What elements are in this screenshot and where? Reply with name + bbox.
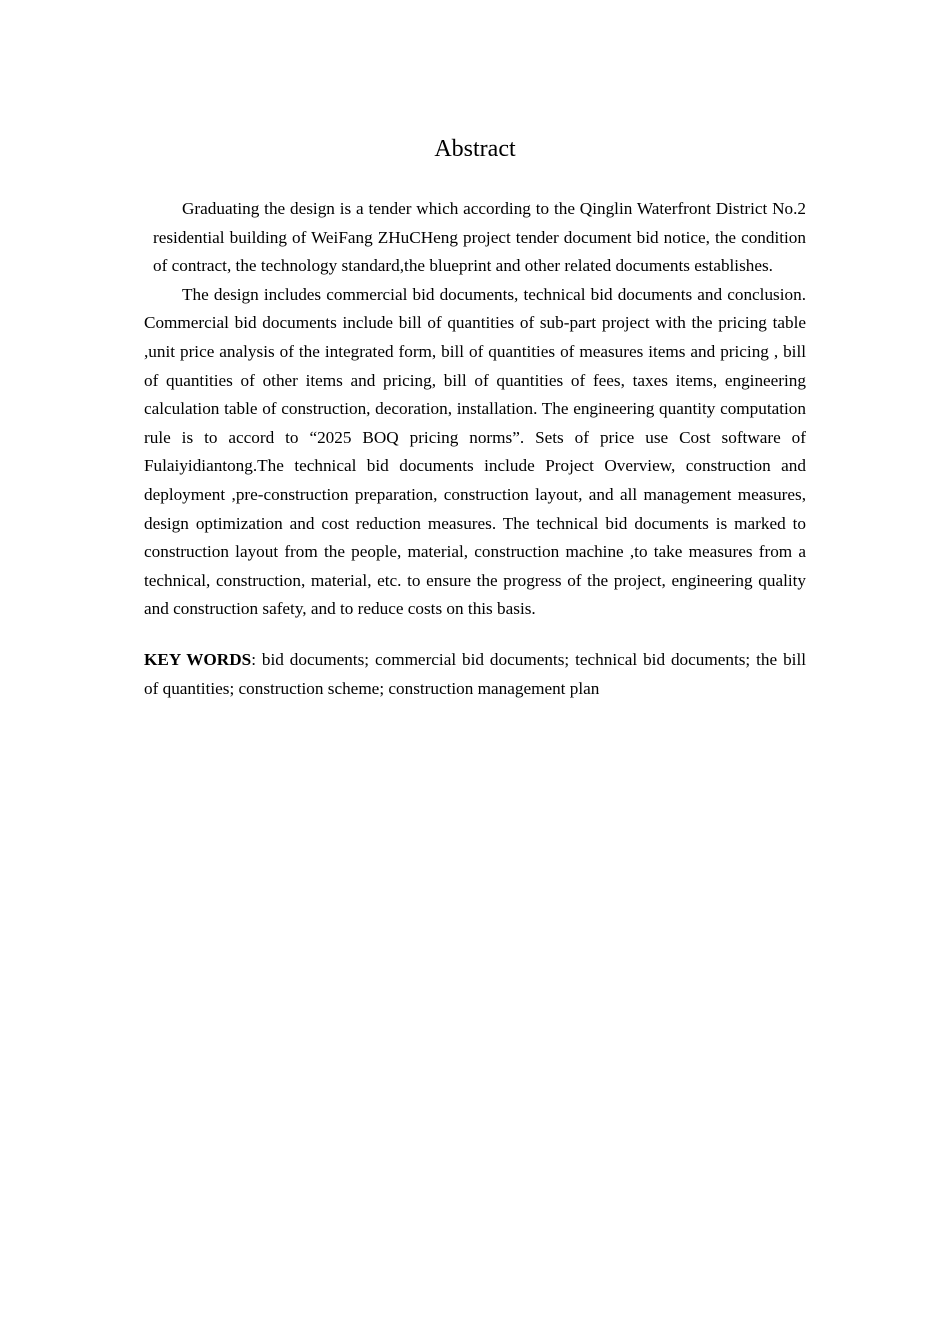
abstract-body	[144, 195, 806, 703]
abstract-paragraph-1: Graduating the design is a tender which according to the Qinglin Waterfront District No.2 residential building of WeiFang ZHuCHeng project tender document bid notice, the condition of contract, the technology standard,the blueprint and other related documents establishes.	[153, 199, 806, 276]
abstract-paragraph-2: The design includes commercial bid documents, technical bid documents and conclusion. Commercial bid documents include bill of quantities of sub-part project with the pricing table ,unit price analysis of the integrated form, bill of quantities of measures items and pricing , bill of quantities of other items and pricing, bill of quantities of fees, taxes items, engineering calculation table of construction, decoration, installation. The engineering quantity computation rule is to accord to “2025 BOQ pricing norms”. Sets of price use Cost software of Fulaiyidiantong.The technical bid documents include Project Overview, construction and deployment ,pre-construction preparation, construction layout, and all management measures, design optimization and cost reduction measures. The technical bid documents is marked to construction layout from the people, material, construction machine ,to take measures from a technical, construction, material, etc. to ensure the progress of the project, engineering quality and construction safety, and to reduce costs on this basis.	[144, 284, 806, 619]
keywords-list: : bid documents; commercial bid documents; technical bid documents; the bill of quantities; construction scheme; construction management plan	[144, 649, 806, 698]
keywords-label: KEY WORDS	[144, 649, 252, 669]
keywords-line	[144, 646, 806, 703]
page-title: Abstract	[434, 136, 516, 162]
